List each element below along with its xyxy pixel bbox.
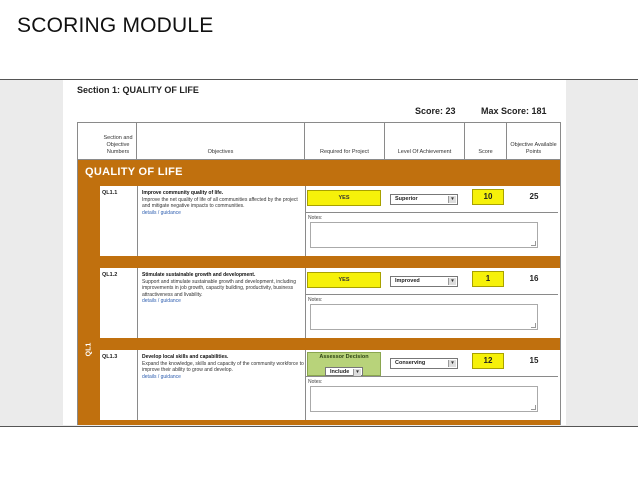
category-side-label: QL1 — [85, 342, 93, 357]
category-title: QUALITY OF LIFE — [85, 166, 183, 178]
select-arrow-icon: ▾ — [448, 278, 456, 285]
objective-title: Stimulate sustainable growth and development. — [142, 272, 256, 278]
row-separator — [100, 256, 560, 268]
max-score-label: Max Score: — [481, 106, 530, 116]
header-section: Section and Objective Numbers — [100, 123, 137, 159]
objective-description: Expand the knowledge, skills and capacity of the community workforce to improve their ability to grow and develop. — [142, 360, 304, 373]
level-value: Improved — [395, 278, 420, 284]
resize-grip-icon[interactable] — [531, 323, 536, 328]
column-divider — [137, 268, 138, 338]
select-arrow-icon: ▾ — [353, 369, 361, 376]
objective-description: Improve the net quality of life of all communities affected by the project and mitigate negative impacts to communities. — [142, 196, 298, 209]
row-separator — [100, 338, 560, 350]
notes-label: Notes: — [308, 297, 323, 303]
objective-number: QL1.1 — [102, 190, 118, 196]
objective-number: QL1.2 — [102, 272, 118, 278]
slide-title: SCORING MODULE — [17, 14, 214, 37]
scoring-table — [77, 122, 561, 425]
assessor-label: Assessor Decision — [319, 354, 369, 360]
resize-grip-icon[interactable] — [531, 241, 536, 246]
notes-section — [306, 212, 558, 247]
assessor-decision — [307, 352, 381, 376]
score-value: 23 — [445, 106, 456, 116]
column-divider — [137, 186, 138, 256]
level-value: Superior — [395, 196, 418, 202]
notes-textarea[interactable] — [310, 222, 538, 248]
level-select[interactable] — [390, 276, 458, 287]
objective-number: QL1.3 — [102, 354, 118, 360]
score-box: 1 — [472, 271, 504, 287]
objective-row — [100, 350, 560, 421]
header-objectives: Objectives — [137, 123, 305, 159]
available-points: 15 — [529, 356, 539, 365]
assessor-value: Include — [330, 369, 350, 375]
available-points: 16 — [529, 274, 539, 283]
row-separator — [100, 420, 560, 425]
notes-label: Notes: — [308, 215, 323, 221]
objective-text — [142, 272, 304, 305]
header-required: Required for Project — [305, 123, 385, 159]
header-score: Score — [465, 123, 507, 159]
level-value: Conserving — [395, 360, 426, 366]
objective-title: Improve community quality of life. — [142, 190, 224, 196]
max-score-value: 181 — [531, 106, 547, 116]
available-points: 25 — [529, 192, 539, 201]
objective-row — [100, 186, 560, 257]
category-side — [78, 186, 100, 425]
notes-section — [306, 294, 558, 329]
notes-label: Notes: — [308, 379, 323, 385]
details-guidance-link[interactable]: details / guidance — [142, 209, 181, 216]
select-arrow-icon: ▾ — [448, 196, 456, 203]
objective-text — [142, 190, 304, 216]
header-level: Level Of Achievement — [385, 123, 465, 159]
resize-grip-icon[interactable] — [531, 405, 536, 410]
select-arrow-icon: ▾ — [448, 360, 456, 367]
assessor-select[interactable] — [325, 367, 363, 376]
required-badge: YES — [307, 272, 381, 288]
score-label: Score: — [415, 106, 444, 116]
section-max-score — [481, 106, 547, 116]
level-select[interactable] — [390, 358, 458, 369]
score-box: 12 — [472, 353, 504, 369]
notes-section — [306, 376, 558, 411]
required-badge: YES — [307, 190, 381, 206]
objective-row — [100, 268, 560, 339]
details-guidance-link[interactable]: details / guidance — [142, 298, 181, 304]
section-score — [415, 106, 456, 116]
table-header — [78, 123, 560, 160]
level-select[interactable] — [390, 194, 458, 205]
category-bar — [78, 160, 560, 186]
objective-text — [142, 354, 304, 380]
notes-textarea[interactable] — [310, 386, 538, 412]
section-title: Section 1: QUALITY OF LIFE — [77, 85, 199, 95]
objective-description: Support and stimulate sustainable growth and development, including improvements in job growth, capacity building, productivity, business attractiveness and livability. — [142, 278, 296, 298]
scoring-screenshot — [63, 80, 566, 425]
column-divider — [137, 350, 138, 420]
details-guidance-link[interactable]: details / guidance — [142, 373, 181, 380]
score-box: 10 — [472, 189, 504, 205]
header-available: Objective Available Points — [510, 142, 557, 156]
notes-textarea[interactable] — [310, 304, 538, 330]
objective-title: Develop local skills and capabilities. — [142, 354, 229, 360]
